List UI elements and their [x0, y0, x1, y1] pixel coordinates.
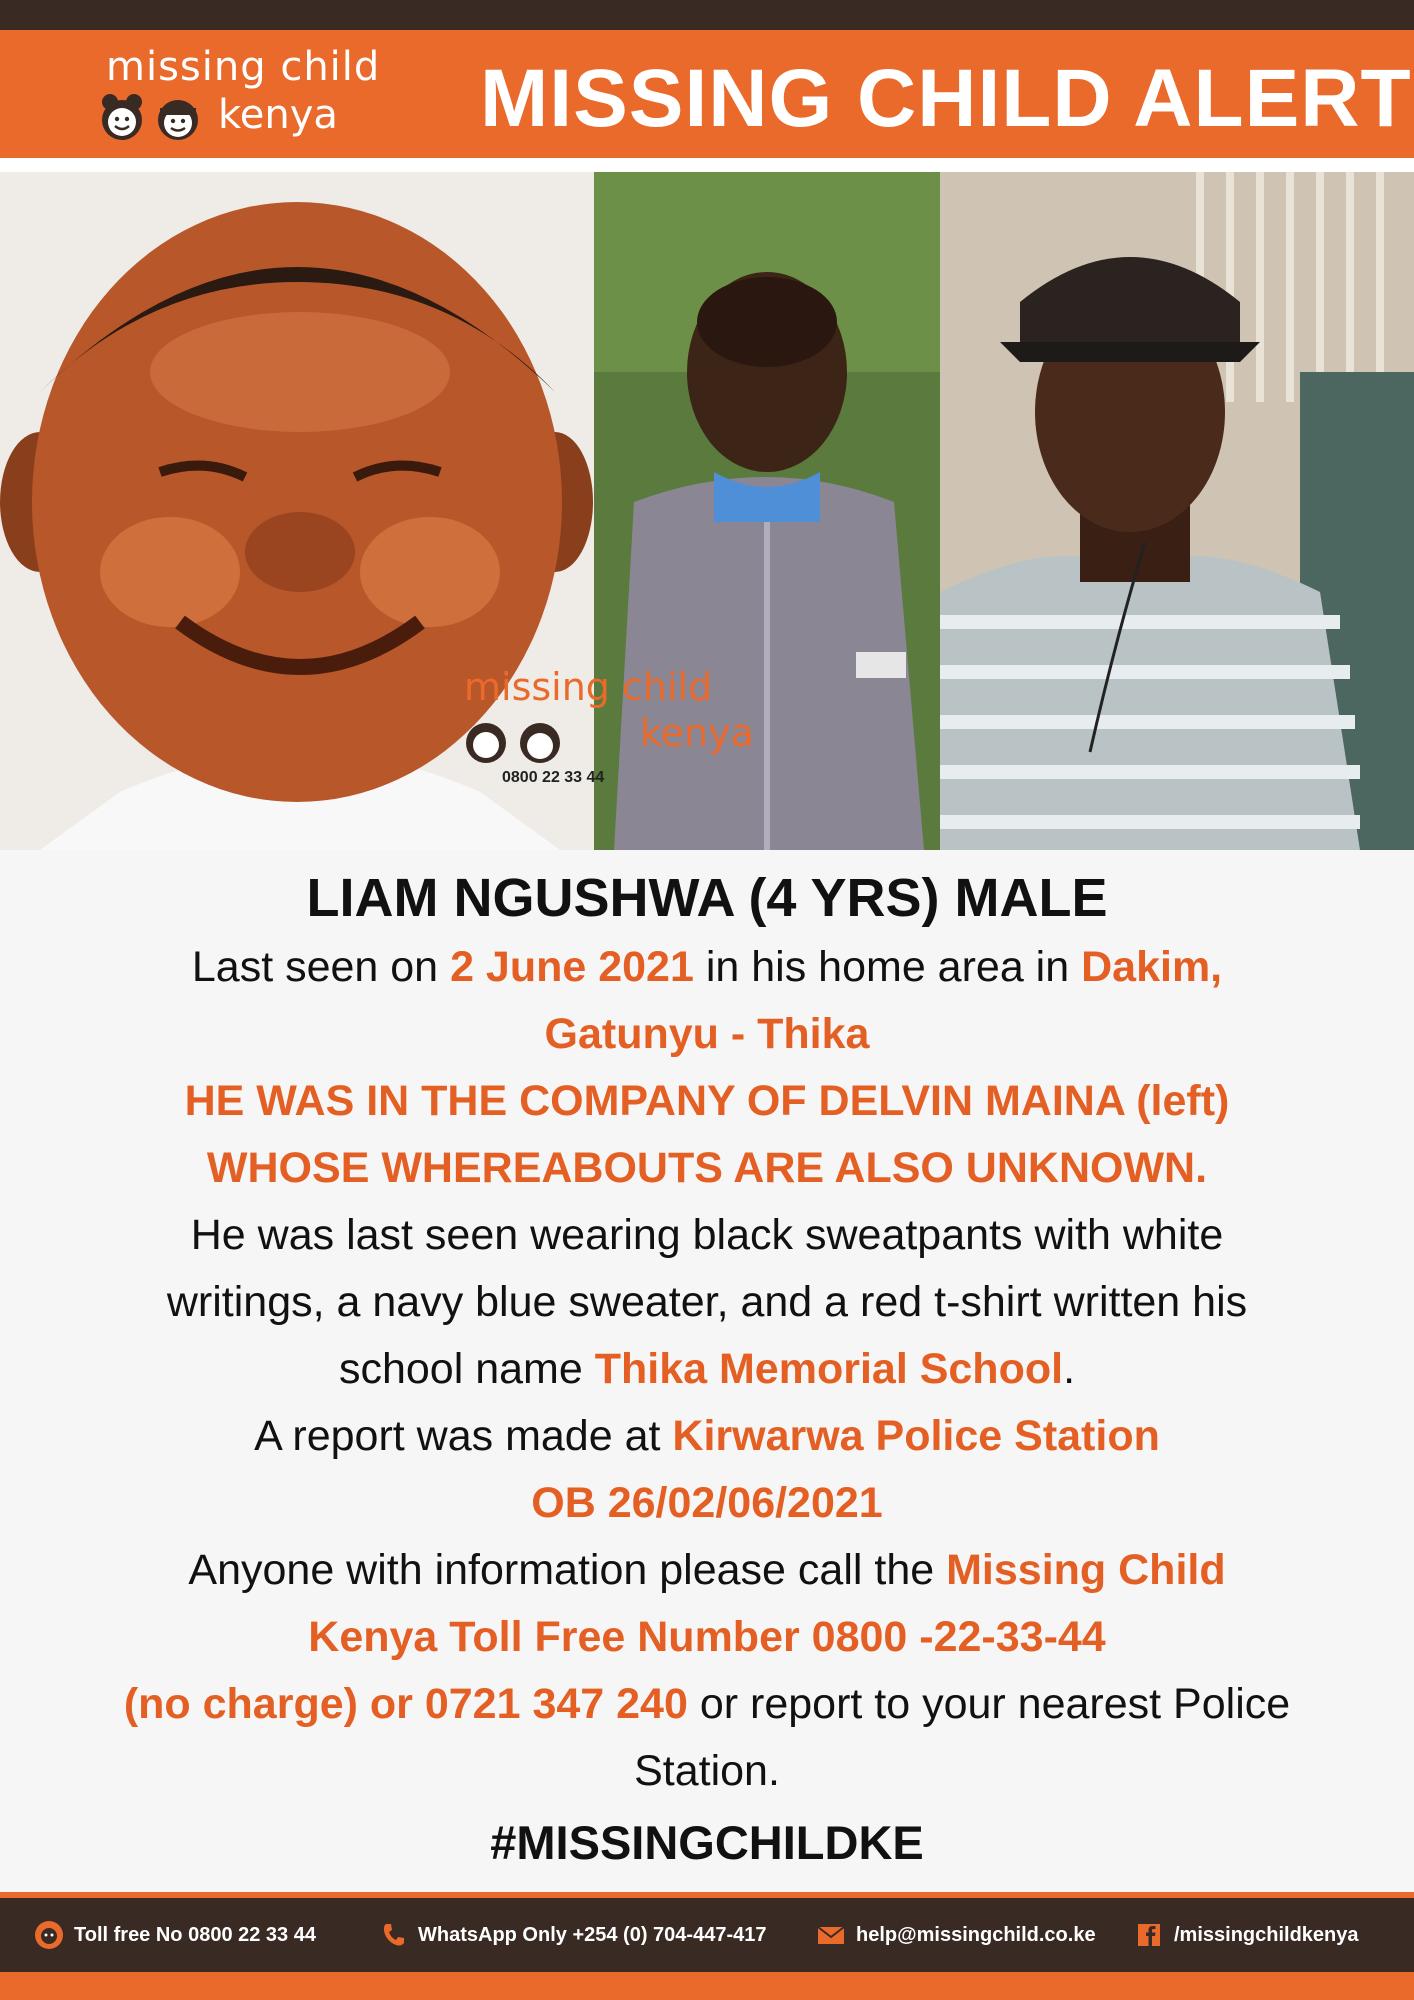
footer-facebook-text: /missingchildkenya	[1174, 1923, 1359, 1946]
photo-strip	[0, 172, 1414, 850]
alert-details	[30, 862, 1384, 1879]
last-seen-line	[30, 934, 1384, 1001]
watermark-phone: 0800 22 33 44	[502, 769, 605, 786]
contact-footer	[0, 1898, 1414, 1972]
footer-tollfree-text: Toll free No 0800 22 33 44	[74, 1923, 316, 1946]
footer-whatsapp-text: WhatsApp Only +254 (0) 704-447-417	[418, 1923, 767, 1946]
watermark-logo	[462, 665, 754, 795]
young-man-selfie-image	[940, 172, 1414, 850]
contact-highlight-1: Missing Child	[946, 1546, 1226, 1594]
contact-line-4: Station.	[634, 1747, 780, 1795]
last-seen-mid: in his home area in	[693, 943, 1082, 991]
phone-icon	[34, 1920, 64, 1950]
footer-email-text: help@missingchild.co.ke	[856, 1923, 1096, 1946]
report-line	[30, 1403, 1384, 1470]
contact-line-3	[30, 1671, 1384, 1738]
watermark-line-2: kenya	[640, 711, 754, 755]
missing-child-kenya-logo	[98, 40, 381, 150]
clothing-line-3	[30, 1336, 1384, 1403]
footer-facebook[interactable]	[1134, 1920, 1359, 1950]
footer-tollfree[interactable]	[34, 1920, 316, 1950]
ob-number: OB 26/02/06/2021	[531, 1479, 883, 1527]
company-line-1: HE WAS IN THE COMPANY OF DELVIN MAINA (left)	[184, 1077, 1230, 1125]
school-name: Thika Memorial School	[594, 1345, 1064, 1393]
whatsapp-icon	[378, 1920, 408, 1950]
top-strip	[0, 0, 1414, 30]
contact-prefix: Anyone with information please call the	[188, 1546, 947, 1594]
clothing-line-2: writings, a navy blue sweater, and a red t-shirt written his	[166, 1278, 1248, 1326]
location-line-1: Dakim,	[1081, 943, 1223, 991]
clothing-line-1: He was last seen wearing black sweatpants with white	[190, 1211, 1224, 1259]
facebook-icon	[1134, 1920, 1164, 1950]
logo-line-2: kenya	[218, 92, 338, 138]
footer-accent-bottom	[0, 1972, 1414, 2000]
alert-header	[0, 30, 1414, 158]
mail-icon	[816, 1920, 846, 1950]
last-seen-prefix: Last seen on	[191, 943, 451, 991]
footer-whatsapp[interactable]	[378, 1920, 766, 1950]
footer-email[interactable]	[816, 1920, 1096, 1950]
watermark-faces-icon	[462, 715, 642, 767]
police-station: Kirwarwa Police Station	[672, 1412, 1160, 1460]
contact-highlight-2: Kenya Toll Free Number 0800 -22-33-44	[308, 1613, 1106, 1661]
contact-line-1	[30, 1537, 1384, 1604]
alert-title: MISSING CHILD ALERT	[480, 53, 1412, 144]
school-prefix: school name	[338, 1345, 595, 1393]
company-line-2: WHOSE WHEREABOUTS ARE ALSO UNKNOWN.	[206, 1144, 1208, 1192]
missing-person-name: LIAM NGUSHWA (4 YRS) MALE	[306, 868, 1108, 928]
header-separator	[0, 158, 1414, 172]
school-suffix: .	[1063, 1345, 1076, 1393]
last-seen-date: 2 June 2021	[450, 943, 694, 991]
logo-line-1: missing child	[106, 44, 381, 90]
hashtag: #MISSINGCHILDKE	[490, 1816, 924, 1869]
photo-delvin-maina	[940, 172, 1414, 850]
children-faces-icon	[98, 92, 210, 146]
location-line-2: Gatunyu - Thika	[544, 1010, 870, 1058]
report-prefix: A report was made at	[254, 1412, 673, 1460]
contact-highlight-3: (no charge) or 0721 347 240	[123, 1680, 688, 1728]
contact-suffix: or report to your nearest Police	[687, 1680, 1291, 1728]
watermark-line-1: missing child	[464, 665, 713, 709]
